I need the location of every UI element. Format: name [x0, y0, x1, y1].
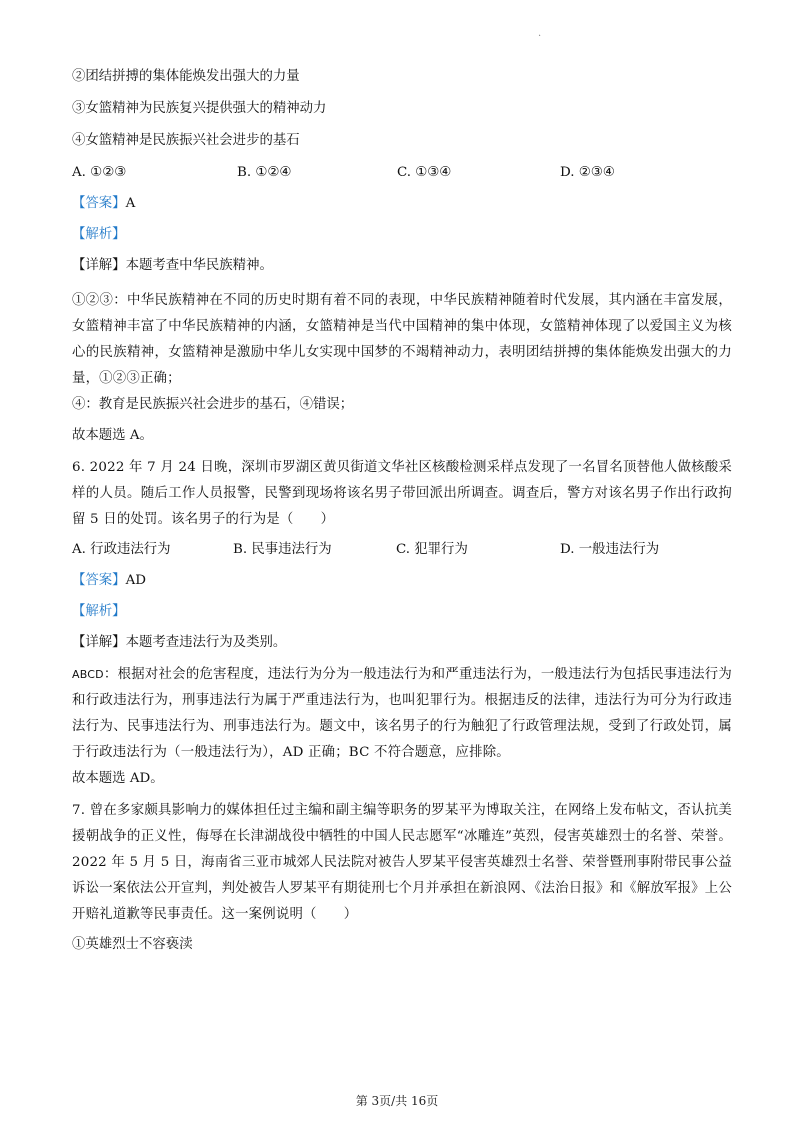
q6-answer	[72, 572, 732, 590]
q5-item-4: ④女篮精神是民族振兴社会进步的基石	[72, 133, 300, 148]
answer-tag: 【答案】	[72, 196, 126, 211]
analysis-tag: 【解析】	[72, 227, 126, 242]
q5-option-d: D. ②③④	[560, 165, 615, 180]
q5-analysis	[72, 226, 732, 244]
q5-item-3: ③女篮精神为民族复兴提供强大的精神动力	[72, 101, 327, 116]
q7-item-1: ①英雄烈士不容亵渎	[72, 937, 193, 952]
detail-title: 本题考查违法行为及类别。	[125, 635, 287, 650]
page-footer: 第 3页/共 16页	[355, 1094, 439, 1108]
q5-option-a: A. ①②③	[72, 165, 127, 180]
q5-option-c: C. ①③④	[397, 165, 452, 180]
q6-options	[72, 541, 732, 559]
detail-body-text: ：根据对社会的危害程度，违法行为分为一般违法行为和严重违法行为，一般违法行为包括民事违法行为和行政违法行为，刑事违法行为属于严重违法行为，也叫犯罪行为。根据违反的法律，违法行为可分为行政违法行为、民事违法行为、刑事违法行为。题文中，该名男子的行为触犯了行政管理法规，受到了行政处罚，属于行政违法行为（一般违法行为），AD 正确；BC 不符合题意，应排除。	[72, 667, 732, 760]
q5-options	[72, 164, 732, 182]
answer-value: AD	[125, 573, 146, 588]
detail-tag: 【详解】	[72, 258, 126, 273]
document-content	[72, 62, 732, 954]
q6-option-b: B. 民事违法行为	[233, 542, 332, 557]
analysis-tag: 【解析】	[72, 604, 126, 619]
q5-detail-title	[72, 257, 732, 275]
detail-tag: 【详解】	[72, 635, 126, 650]
q7-stem: 7. 曾在多家颇具影响力的媒体担任过主编和副主编等职务的罗某平为博取关注，在网络上发布帖文，否认抗美援朝战争的正义性，侮辱在长津湖战役中牺牲的中国人民志愿军“冰雕连”英烈，侵害英雄烈士的名誉、荣誉。2022 年 5 月 5 日，海南省三亚市城郊人民法院对被告人罗某平侵害英雄烈士名誉、荣誉暨刑事附带民事公益诉讼一案依法公开宣判，判处被告人罗某平有期徒刑七个月并承担在新浪网、《法治日报》和《解放军报》上公开赔礼道歉等民事责任。这一案例说明（ ）	[72, 803, 732, 922]
q6-analysis	[72, 603, 732, 621]
q5-detail-line2: ④：教育是民族振兴社会进步的基石，④错误；	[72, 397, 354, 412]
detail-title: 本题考查中华民族精神。	[125, 258, 273, 273]
q6-conclusion: 故本题选 AD。	[72, 771, 164, 786]
q6-option-d: D. 一般违法行为	[560, 542, 660, 557]
q6-detail-title	[72, 634, 732, 652]
q5-option-b: B. ①②④	[237, 165, 292, 180]
header-mark: .	[538, 28, 542, 39]
q6-option-a: A. 行政违法行为	[72, 542, 171, 557]
q5-detail-body: ①②③：中华民族精神在不同的历史时期有着不同的表现，中华民族精神随着时代发展，其内涵在丰富发展，女篮精神丰富了中华民族精神的内涵，女篮精神是当代中国精神的集中体现，女篮精神体现了以爱国主义为核心的民族精神，女篮精神是激励中华儿女实现中国梦的不竭精神动力，表明团结拼搏的集体能焕发出强大的力量，①②③正确；	[72, 293, 732, 386]
answer-tag: 【答案】	[72, 573, 126, 588]
q6-detail-body	[72, 662, 732, 766]
abcd-prefix: ABCD	[72, 668, 104, 681]
q6-stem: 6. 2022 年 7 月 24 日晚，深圳市罗湖区黄贝街道文华社区核酸检测采样点发现了一名冒名顶替他人做核酸采样的人员。随后工作人员报警，民警到现场将该名男子带回派出所调查。调查后，警方对该名男子作出行政拘留 5 日的处罚。该名男子的行为是（ ）	[72, 460, 732, 527]
answer-value: A	[125, 196, 136, 211]
q5-conclusion: 故本题选 A。	[72, 428, 153, 443]
q5-answer	[72, 195, 732, 213]
q5-item-2: ②团结拼搏的集体能焕发出强大的力量	[72, 69, 300, 84]
q6-option-c: C. 犯罪行为	[396, 542, 468, 557]
